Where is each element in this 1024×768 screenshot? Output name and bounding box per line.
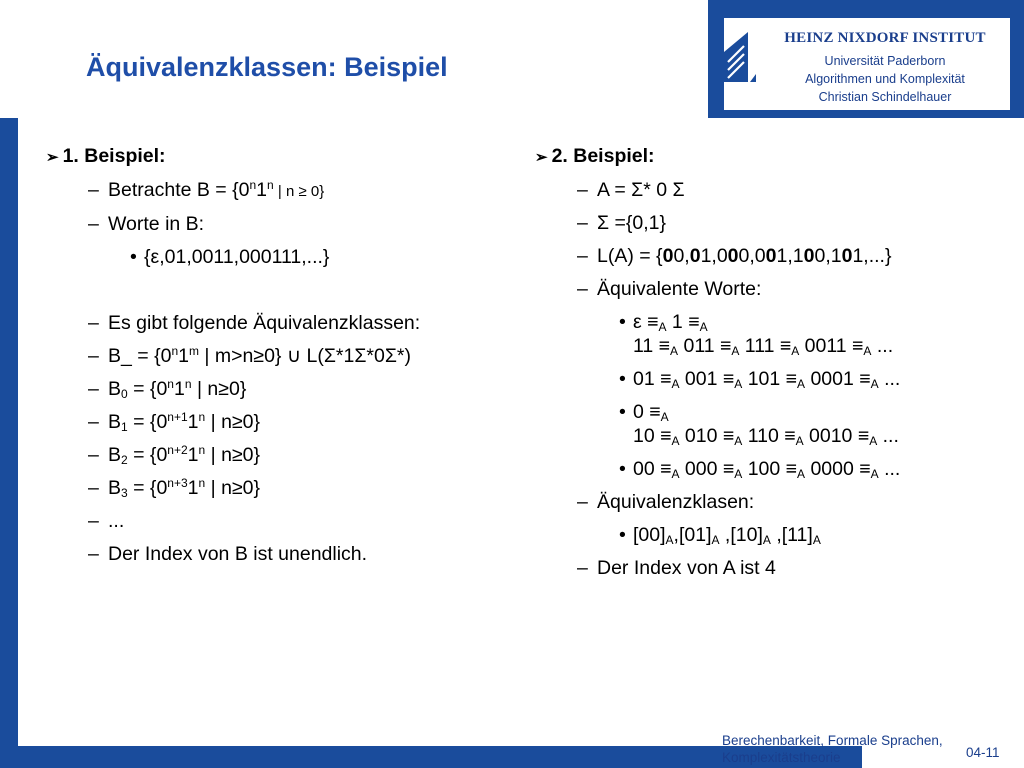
item-text: Es gibt folgende Äquivalenzklassen:: [108, 312, 421, 334]
item-text: B_ = {$0^n1^m$ | m>n≥0} ∪ L(Σ*1Σ*0Σ*): [108, 344, 411, 367]
list-item: [88, 174, 486, 208]
item-text: Σ ={0,1}: [597, 212, 666, 234]
list-item: [88, 406, 486, 439]
list-item: [88, 439, 486, 472]
item-text: ...: [108, 510, 125, 532]
list-item: [130, 241, 486, 274]
dash-bullet: –: [577, 491, 588, 513]
dash-bullet: –: [577, 245, 588, 267]
list-item: [619, 453, 1005, 486]
footer-course: Berechenbarkeit, Formale Sprachen, Komplexitätstheorie: [722, 733, 943, 765]
list-item: [88, 472, 486, 505]
dash-bullet: –: [577, 557, 588, 579]
section-heading: 2. Beispiel:: [551, 145, 655, 167]
dash-bullet: –: [577, 278, 588, 300]
item-text: Der Index von B ist unendlich.: [108, 543, 368, 565]
item-text: $B_0 = \{0^n1^n$ | n≥0}: [108, 377, 247, 401]
dash-bullet: –: [88, 312, 99, 334]
item-text: L(A) = {00,01,000,001,100,101,...}: [597, 245, 892, 267]
dash-bullet: –: [88, 213, 99, 235]
item-text: $B_3 = \{0^{n+3}1^n$ | n≥0}: [108, 476, 261, 500]
dash-bullet: –: [88, 411, 99, 433]
dash-bullet: –: [88, 510, 99, 532]
list-item: [88, 505, 486, 538]
list-item: [88, 538, 486, 571]
arrow-bullet-icon: ➢: [535, 149, 548, 166]
dot-bullet: •: [130, 246, 137, 268]
dash-bullet: –: [88, 444, 99, 466]
item-text: $B_2 = \{0^{n+2}1^n$ | n≥0}: [108, 443, 261, 467]
university-name: Universität Paderborn: [824, 54, 946, 68]
right-column: [535, 140, 1005, 585]
left-accent-bar: [0, 118, 18, 748]
list-item: [619, 519, 1005, 552]
dash-bullet: –: [88, 378, 99, 400]
list-item: [619, 396, 1005, 453]
list-item: [577, 486, 1005, 519]
left-column: [46, 140, 486, 571]
item-text: Betrachte $B = \{0^n1^n$ | n ≥ 0}: [108, 178, 325, 201]
item-text: $[00]_A,[01]_A$ $,[10]_A$ $,[11]_A$: [633, 524, 821, 547]
item-text: $00 \equiv_A$ $000 \equiv_A$ $100 \equiv_A$ $0000 \equiv_A$ ...: [633, 458, 901, 481]
item-text: Äquivalenzklasen:: [597, 491, 755, 513]
dash-bullet: –: [88, 179, 99, 201]
list-item: [619, 363, 1005, 396]
dash-bullet: –: [577, 179, 588, 201]
list-item: [88, 340, 486, 373]
dot-bullet: •: [619, 311, 626, 333]
list-item: [535, 140, 1005, 174]
dash-bullet: –: [577, 212, 588, 234]
list-item: [577, 240, 1005, 273]
dot-bullet: •: [619, 368, 626, 390]
item-text: {ε,01,0011,000111,...}: [144, 246, 330, 268]
institute-name: HEINZ NIXDORF INSTITUT: [784, 30, 986, 46]
item-text: A = Σ* 0 Σ: [597, 179, 685, 201]
list-item: [88, 373, 486, 406]
section-heading: 1. Beispiel:: [62, 145, 166, 167]
author-name: Christian Schindelhauer: [818, 90, 952, 104]
item-text: $01 \equiv_A$ $001 \equiv_A$ $101 \equiv_A$ $0001 \equiv_A$ ...: [633, 368, 901, 391]
item-text: Äquivalente Worte:: [597, 278, 762, 300]
page-number: 04-11: [966, 745, 1000, 760]
list-item: [88, 307, 486, 340]
item-text: $B_1 = \{0^{n+1}1^n$ | n≥0}: [108, 410, 261, 434]
dot-bullet: •: [619, 458, 626, 480]
list-item: [577, 552, 1005, 585]
dot-bullet: •: [619, 524, 626, 546]
list-item: [577, 207, 1005, 240]
dash-bullet: –: [88, 543, 99, 565]
item-text: $\varepsilon \equiv_A$ $1 \equiv_A$ $11 \equiv_A$ $011 \equiv_A$ $111 \equiv_A$ $0011 \equiv_A$ ...: [633, 311, 894, 358]
list-item: [46, 140, 486, 174]
list-item: [577, 174, 1005, 207]
group-name: Algorithmen und Komplexität: [805, 72, 965, 86]
dash-bullet: –: [88, 345, 99, 367]
item-text: $0 \equiv_A$ $10 \equiv_A$ $010 \equiv_A$ $110 \equiv_A$ $0010 \equiv_A$ ...: [633, 401, 899, 448]
list-item: [577, 273, 1005, 306]
list-item: [88, 208, 486, 241]
hni-logo-icon: [714, 30, 758, 86]
arrow-bullet-icon: ➢: [46, 149, 59, 166]
dot-bullet: •: [619, 401, 626, 423]
item-text: Worte in B:: [108, 213, 205, 235]
slide-title: Äquivalenzklassen: Beispiel: [86, 52, 448, 82]
dash-bullet: –: [88, 477, 99, 499]
list-item: [619, 306, 1005, 363]
item-text: Der Index von A ist 4: [597, 557, 776, 579]
